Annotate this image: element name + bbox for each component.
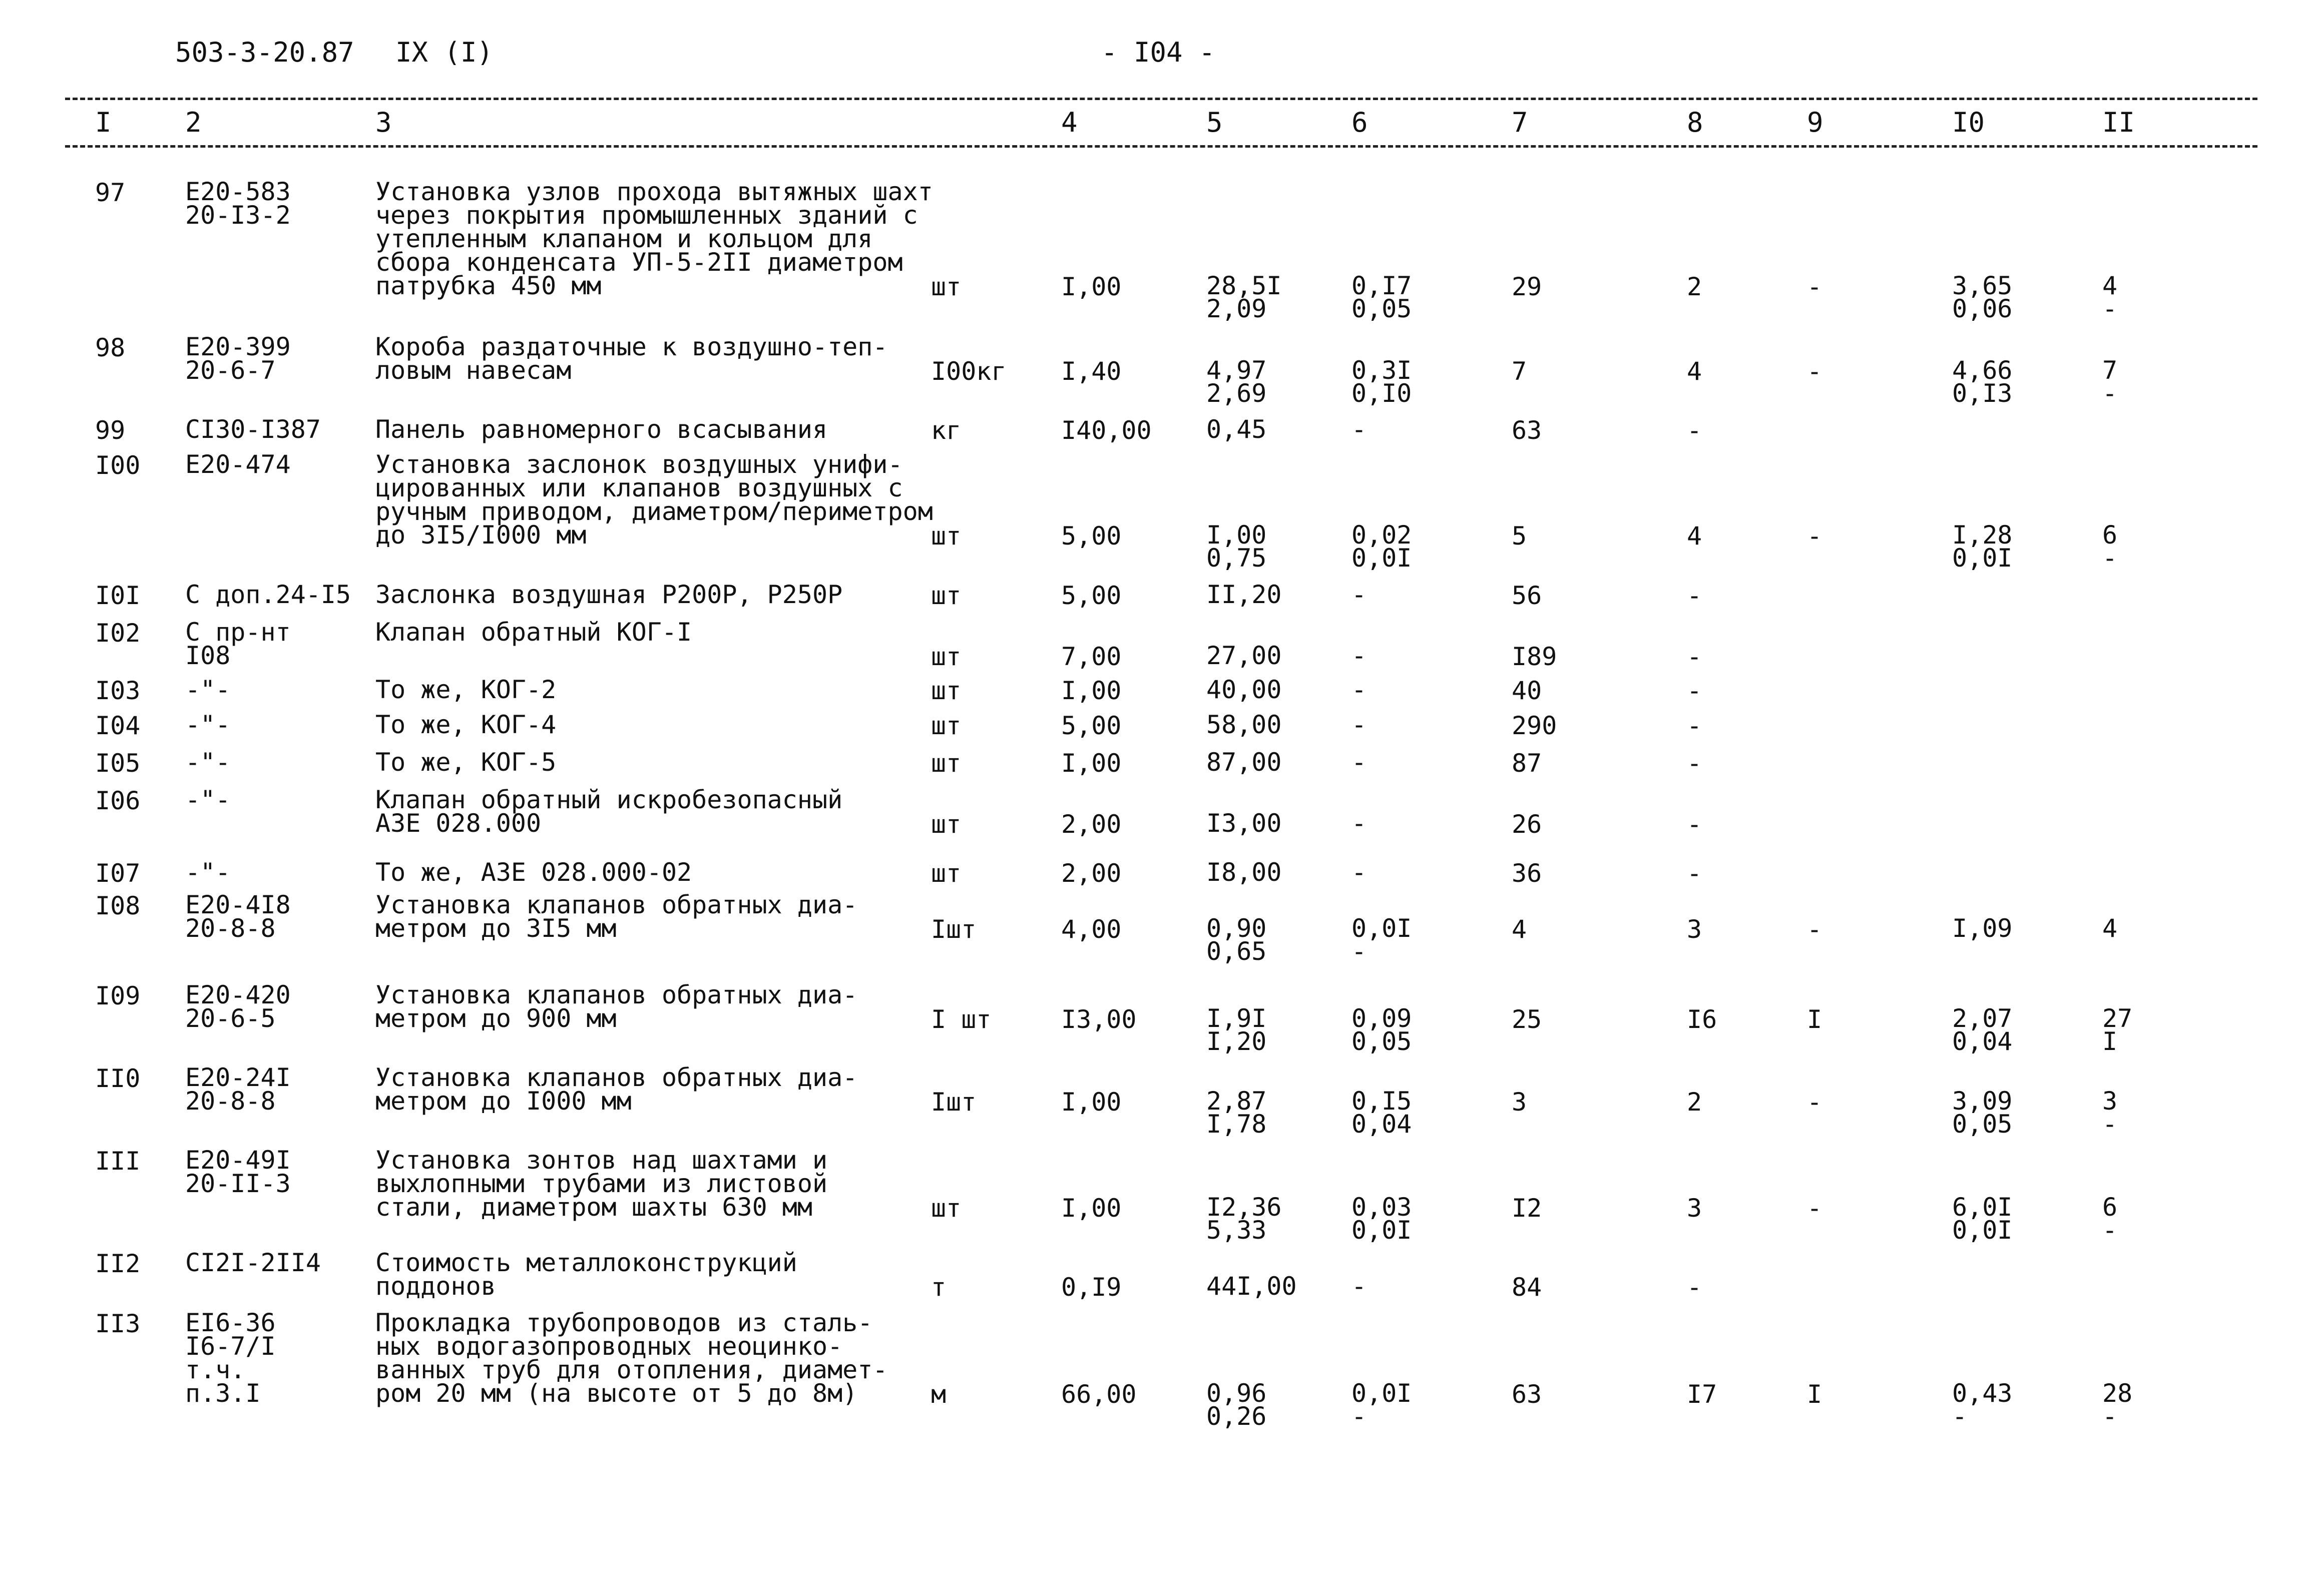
col11-value-top: 4	[2102, 271, 2118, 300]
row-number: I06	[95, 786, 141, 815]
quantity: I,00	[1061, 272, 1122, 301]
row-number: I09	[95, 981, 141, 1010]
labor-cost: -	[1687, 581, 1702, 610]
operation-cost-bottom: -	[1351, 1402, 1367, 1431]
column-header: 7	[1512, 107, 1528, 138]
labor-cost: -	[1687, 642, 1702, 671]
column-header: II	[2102, 107, 2135, 138]
work-description: Установка заслонок воздушных унифи- цированных или клапанов воздушных с ручным приводом, диаметром/периметром до 3I5/I000 мм	[375, 450, 933, 550]
header-bottom-rule	[65, 145, 2257, 148]
operation-cost-bottom: -	[1351, 937, 1367, 966]
operation-cost	[1351, 1193, 1412, 1245]
quantity: I40,00	[1061, 416, 1152, 445]
total-cost: 7	[1512, 357, 1527, 386]
operation-cost-top: -	[1351, 1272, 1367, 1301]
unit-cost-top: 40,00	[1206, 675, 1282, 704]
operation-cost-bottom: 0,0I	[1351, 1216, 1412, 1245]
unit-cost	[1206, 675, 1282, 704]
column-header: 6	[1351, 107, 1368, 138]
rate-code: Е20-420 20-6-5	[185, 980, 291, 1033]
work-description: Установка зонтов над шахтами и выхлопными трубами из листовой стали, диаметром шахты 630 мм	[375, 1146, 828, 1222]
unit: т	[931, 1273, 947, 1302]
col11-value	[2102, 520, 2118, 573]
labor-cost: 3	[1687, 1194, 1702, 1223]
unit: Iшт	[931, 1088, 977, 1117]
col10-value-bottom: 0,05	[1952, 1110, 2013, 1139]
col10-value-bottom: 0,04	[1952, 1027, 2013, 1056]
row-number: I0I	[95, 581, 141, 610]
unit-cost	[1206, 1004, 1267, 1056]
operation-cost	[1351, 1004, 1412, 1056]
operation-cost	[1351, 914, 1412, 966]
labor-cost: -	[1687, 749, 1702, 778]
rate-code: С доп.24-I5	[185, 580, 351, 609]
unit: шт	[931, 859, 962, 888]
col10-value	[1952, 914, 2013, 943]
unit-cost-top: 44I,00	[1206, 1272, 1297, 1301]
col11-value	[2102, 1379, 2133, 1431]
work-description: Стоимость металлоконструкций поддонов	[375, 1248, 797, 1301]
operation-cost-top: 0,0I	[1351, 914, 1412, 943]
operation-cost-bottom: 0,04	[1351, 1110, 1412, 1139]
unit-cost-top: 58,00	[1206, 710, 1282, 739]
operation-cost-top: 0,02	[1351, 520, 1412, 550]
row-number: II2	[95, 1249, 141, 1278]
rate-code: Е20-49I 20-II-3	[185, 1146, 291, 1198]
work-description: Короба раздаточные к воздушно-теп- ловым навесам	[375, 332, 888, 385]
labor-cost: 4	[1687, 521, 1702, 551]
unit-cost-top: 28,5I	[1206, 271, 1282, 300]
total-cost: 84	[1512, 1273, 1542, 1302]
work-description: Панель равномерного всасывания	[375, 415, 828, 444]
work-description: То же, АЗЕ 028.000-02	[375, 858, 692, 887]
unit-cost	[1206, 1379, 1267, 1431]
total-cost: 63	[1512, 416, 1542, 445]
row-number: II0	[95, 1064, 141, 1093]
operation-cost	[1351, 748, 1367, 777]
labor-cost: I7	[1687, 1380, 1717, 1409]
col10-value-top: 6,0I	[1952, 1193, 2013, 1222]
section-number: IX (I)	[395, 37, 494, 68]
work-description: То же, КОГ-2	[375, 675, 557, 704]
quantity: I,00	[1061, 749, 1122, 778]
row-number: I05	[95, 749, 141, 778]
work-description: Клапан обратный КОГ-I	[375, 618, 692, 647]
operation-cost-bottom: 0,I0	[1351, 379, 1412, 408]
labor-cost: -	[1687, 676, 1702, 705]
operation-cost-top: -	[1351, 641, 1367, 670]
column-header: 3	[375, 107, 392, 138]
operation-cost-top: 0,03	[1351, 1193, 1412, 1222]
total-cost: 87	[1512, 749, 1542, 778]
unit-cost	[1206, 748, 1282, 777]
labor-cost: 2	[1687, 272, 1702, 301]
row-number: I04	[95, 711, 141, 740]
unit-cost-bottom: 0,65	[1206, 937, 1267, 966]
total-cost: 56	[1512, 581, 1542, 610]
unit: I шт	[931, 1005, 992, 1034]
total-cost: 290	[1512, 711, 1557, 740]
col10-value	[1952, 1004, 2013, 1056]
col10-value-top: 0,43	[1952, 1379, 2013, 1408]
unit-cost-bottom: I,20	[1206, 1027, 1267, 1056]
column-header: 8	[1687, 107, 1703, 138]
operation-cost	[1351, 520, 1412, 573]
work-description: То же, КОГ-4	[375, 710, 557, 739]
col10-value-bottom: 0,0I	[1952, 1216, 2013, 1245]
col10-value	[1952, 1193, 2013, 1245]
labor-cost: -	[1687, 1273, 1702, 1302]
header-top-rule	[65, 98, 2257, 100]
col11-value-bottom: I	[2102, 1027, 2118, 1056]
row-number: I00	[95, 451, 141, 480]
quantity: 2,00	[1061, 810, 1122, 839]
unit-cost-top: II,20	[1206, 580, 1282, 609]
work-description: То же, КОГ-5	[375, 748, 557, 777]
unit: шт	[931, 521, 962, 551]
rate-code: Е20-474	[185, 450, 291, 479]
unit-cost-top: I3,00	[1206, 809, 1282, 838]
unit-cost	[1206, 1193, 1282, 1245]
operation-cost-top: 0,0I	[1351, 1379, 1412, 1408]
total-cost: I89	[1512, 642, 1557, 671]
col10-value	[1952, 520, 2013, 573]
row-number: 97	[95, 178, 126, 207]
quantity: 7,00	[1061, 642, 1122, 671]
unit: шт	[931, 272, 962, 301]
rate-code: -"-	[185, 785, 231, 814]
col9-value: -	[1807, 521, 1822, 551]
rate-code: -"-	[185, 858, 231, 887]
unit: шт	[931, 676, 962, 705]
total-cost: 63	[1512, 1380, 1542, 1409]
col11-value	[2102, 356, 2118, 408]
quantity: 4,00	[1061, 915, 1122, 944]
column-header: 4	[1061, 107, 1078, 138]
unit: шт	[931, 1194, 962, 1223]
rate-code: ЕI6-36 I6-7/I т.ч. п.3.I	[185, 1308, 276, 1408]
total-cost: 29	[1512, 272, 1542, 301]
labor-cost: 3	[1687, 915, 1702, 944]
operation-cost	[1351, 675, 1367, 704]
col11-value	[2102, 1004, 2133, 1056]
column-header: I	[95, 107, 112, 138]
operation-cost	[1351, 580, 1367, 609]
unit: кг	[931, 416, 962, 445]
col10-value	[1952, 1379, 2013, 1431]
unit-cost-top: I,00	[1206, 520, 1267, 550]
unit: шт	[931, 810, 962, 839]
unit-cost-top: 2,87	[1206, 1087, 1267, 1116]
unit-cost	[1206, 710, 1282, 739]
total-cost: 4	[1512, 915, 1527, 944]
col10-value-top: I,09	[1952, 914, 2013, 943]
quantity: I,00	[1061, 1194, 1122, 1223]
total-cost: 5	[1512, 521, 1527, 551]
col11-value	[2102, 1087, 2118, 1139]
col9-value: -	[1807, 357, 1822, 386]
col11-value-top: 6	[2102, 520, 2118, 550]
column-header: 5	[1206, 107, 1223, 138]
operation-cost-top: -	[1351, 858, 1367, 887]
unit-cost	[1206, 520, 1267, 573]
unit-cost-bottom: 2,69	[1206, 379, 1267, 408]
col9-value: -	[1807, 1088, 1822, 1117]
col10-value-top: 3,65	[1952, 271, 2013, 300]
unit-cost	[1206, 356, 1267, 408]
rate-code: Е20-583 20-I3-2	[185, 177, 291, 230]
operation-cost-top: -	[1351, 580, 1367, 609]
operation-cost-bottom: 0,05	[1351, 294, 1412, 323]
col11-value-bottom: -	[2102, 379, 2118, 408]
col9-value: -	[1807, 272, 1822, 301]
col11-value-top: 28	[2102, 1379, 2133, 1408]
unit-cost-bottom: 5,33	[1206, 1216, 1267, 1245]
quantity: 2,00	[1061, 859, 1122, 888]
row-number: I08	[95, 891, 141, 920]
operation-cost	[1351, 1272, 1367, 1301]
col10-value	[1952, 271, 2013, 323]
work-description: Установка клапанов обратных диа- метром до 3I5 мм	[375, 890, 858, 943]
quantity: 5,00	[1061, 581, 1122, 610]
operation-cost-top: -	[1351, 675, 1367, 704]
unit: шт	[931, 642, 962, 671]
col9-value: -	[1807, 915, 1822, 944]
row-number: 98	[95, 333, 126, 362]
operation-cost	[1351, 271, 1412, 323]
labor-cost: -	[1687, 711, 1702, 740]
unit-cost-top: I2,36	[1206, 1193, 1282, 1222]
unit: Iшт	[931, 915, 977, 944]
total-cost: 26	[1512, 810, 1542, 839]
col11-value-bottom: -	[2102, 294, 2118, 323]
operation-cost	[1351, 1379, 1412, 1431]
quantity: I,40	[1061, 357, 1122, 386]
rate-code: -"-	[185, 710, 231, 739]
col10-value-top: 3,09	[1952, 1087, 2013, 1116]
labor-cost: -	[1687, 810, 1702, 839]
unit: шт	[931, 711, 962, 740]
operation-cost-bottom: 0,05	[1351, 1027, 1412, 1056]
col11-value	[2102, 914, 2118, 943]
quantity: 0,I9	[1061, 1273, 1122, 1302]
col10-value-bottom: 0,06	[1952, 294, 2013, 323]
operation-cost	[1351, 1087, 1412, 1139]
unit-cost	[1206, 1272, 1297, 1301]
rate-code: СI30-I387	[185, 415, 321, 444]
unit-cost-bottom: 0,26	[1206, 1402, 1267, 1431]
col10-value-bottom: -	[1952, 1402, 1968, 1431]
rate-code: -"-	[185, 675, 231, 704]
unit-cost	[1206, 271, 1282, 323]
operation-cost-top: -	[1351, 748, 1367, 777]
rate-code: Е20-4I8 20-8-8	[185, 890, 291, 943]
row-number: 99	[95, 416, 126, 445]
rate-code: Е20-399 20-6-7	[185, 332, 291, 385]
labor-cost: 4	[1687, 357, 1702, 386]
col11-value-bottom: -	[2102, 1402, 2118, 1431]
col11-value-top: 6	[2102, 1193, 2118, 1222]
unit-cost-bottom: 2,09	[1206, 294, 1267, 323]
row-number: III	[95, 1147, 141, 1176]
rate-code: С пр-нт I08	[185, 618, 291, 670]
work-description: Установка узлов прохода вытяжных шахт через покрытия промышленных зданий с утепленным клапаном и кольцом для сбора конденсата УП-5-2II диаметром патрубка 450 мм	[375, 177, 933, 300]
unit-cost-top: I,9I	[1206, 1004, 1267, 1033]
column-header: I0	[1952, 107, 1985, 138]
unit-cost	[1206, 1087, 1267, 1139]
rate-code: -"-	[185, 748, 231, 777]
operation-cost-bottom: 0,0I	[1351, 544, 1412, 573]
quantity: I3,00	[1061, 1005, 1137, 1034]
column-header: 9	[1807, 107, 1823, 138]
unit: м	[931, 1380, 947, 1409]
operation-cost-top: 0,I5	[1351, 1087, 1412, 1116]
work-description: Прокладка трубопроводов из сталь- ных водогазопроводных неоцинко- ванных труб для отопления, диамет- ром 20 мм (на высоте от 5 до 8м)	[375, 1308, 888, 1408]
total-cost: 36	[1512, 859, 1542, 888]
operation-cost-top: 0,09	[1351, 1004, 1412, 1033]
col10-value	[1952, 1087, 2013, 1139]
col10-value-top: I,28	[1952, 520, 2013, 550]
col11-value-top: 7	[2102, 356, 2118, 385]
unit-cost	[1206, 580, 1282, 609]
unit: шт	[931, 749, 962, 778]
col9-value: I	[1807, 1380, 1822, 1409]
unit-cost-bottom: 0,75	[1206, 544, 1267, 573]
operation-cost-top: 0,I7	[1351, 271, 1412, 300]
column-header: 2	[185, 107, 202, 138]
operation-cost-top: -	[1351, 809, 1367, 838]
rate-code: СI2I-2II4	[185, 1248, 321, 1277]
work-description: Установка клапанов обратных диа- метром до 900 мм	[375, 980, 858, 1033]
unit-cost-top: 0,45	[1206, 415, 1267, 444]
unit-cost-top: 0,96	[1206, 1379, 1267, 1408]
unit: шт	[931, 581, 962, 610]
col11-value-bottom: -	[2102, 1110, 2118, 1139]
col11-value	[2102, 1193, 2118, 1245]
quantity: 66,00	[1061, 1380, 1137, 1409]
unit-cost	[1206, 809, 1282, 838]
col11-value	[2102, 271, 2118, 323]
total-cost: 40	[1512, 676, 1542, 705]
quantity: I,00	[1061, 676, 1122, 705]
unit-cost	[1206, 641, 1282, 670]
work-description: Заслонка воздушная Р200Р, Р250Р	[375, 580, 843, 609]
col9-value: I	[1807, 1005, 1822, 1034]
unit-cost-top: 4,97	[1206, 356, 1267, 385]
labor-cost: I6	[1687, 1005, 1717, 1034]
operation-cost	[1351, 858, 1367, 887]
unit-cost-top: 0,90	[1206, 914, 1267, 943]
unit-cost	[1206, 858, 1282, 887]
unit-cost-top: 27,00	[1206, 641, 1282, 670]
col11-value-top: 27	[2102, 1004, 2133, 1033]
operation-cost	[1351, 415, 1367, 444]
operation-cost-top: -	[1351, 415, 1367, 444]
quantity: I,00	[1061, 1088, 1122, 1117]
col10-value-bottom: 0,I3	[1952, 379, 2013, 408]
quantity: 5,00	[1061, 521, 1122, 551]
col10-value-top: 2,07	[1952, 1004, 2013, 1033]
col10-value	[1952, 356, 2013, 408]
col10-value-top: 4,66	[1952, 356, 2013, 385]
row-number: I03	[95, 676, 141, 705]
total-cost: I2	[1512, 1194, 1542, 1223]
total-cost: 3	[1512, 1088, 1527, 1117]
operation-cost	[1351, 710, 1367, 739]
operation-cost	[1351, 809, 1367, 838]
doc-code: 503-3-20.87	[175, 37, 354, 68]
col11-value-top: 4	[2102, 914, 2118, 943]
work-description: Клапан обратный искробезопасный АЗЕ 028.000	[375, 785, 843, 838]
unit-cost-top: 87,00	[1206, 748, 1282, 777]
rate-code: Е20-24I 20-8-8	[185, 1063, 291, 1116]
page-number: - I04 -	[1101, 37, 1215, 68]
work-description: Установка клапанов обратных диа- метром до I000 мм	[375, 1063, 858, 1116]
labor-cost: -	[1687, 859, 1702, 888]
unit-cost	[1206, 914, 1267, 966]
total-cost: 25	[1512, 1005, 1542, 1034]
labor-cost: -	[1687, 416, 1702, 445]
operation-cost	[1351, 356, 1412, 408]
row-number: II3	[95, 1309, 141, 1338]
unit-cost	[1206, 415, 1267, 444]
operation-cost-top: -	[1351, 710, 1367, 739]
row-number: I02	[95, 619, 141, 648]
unit-cost-top: I8,00	[1206, 858, 1282, 887]
col10-value-bottom: 0,0I	[1952, 544, 2013, 573]
quantity: 5,00	[1061, 711, 1122, 740]
unit-cost-bottom: I,78	[1206, 1110, 1267, 1139]
unit: I00кг	[931, 357, 1007, 386]
labor-cost: 2	[1687, 1088, 1702, 1117]
row-number: I07	[95, 859, 141, 888]
operation-cost-top: 0,3I	[1351, 356, 1412, 385]
col11-value-top: 3	[2102, 1087, 2118, 1116]
operation-cost	[1351, 641, 1367, 670]
col9-value: -	[1807, 1194, 1822, 1223]
col11-value-bottom: -	[2102, 1216, 2118, 1245]
col11-value-bottom: -	[2102, 544, 2118, 573]
